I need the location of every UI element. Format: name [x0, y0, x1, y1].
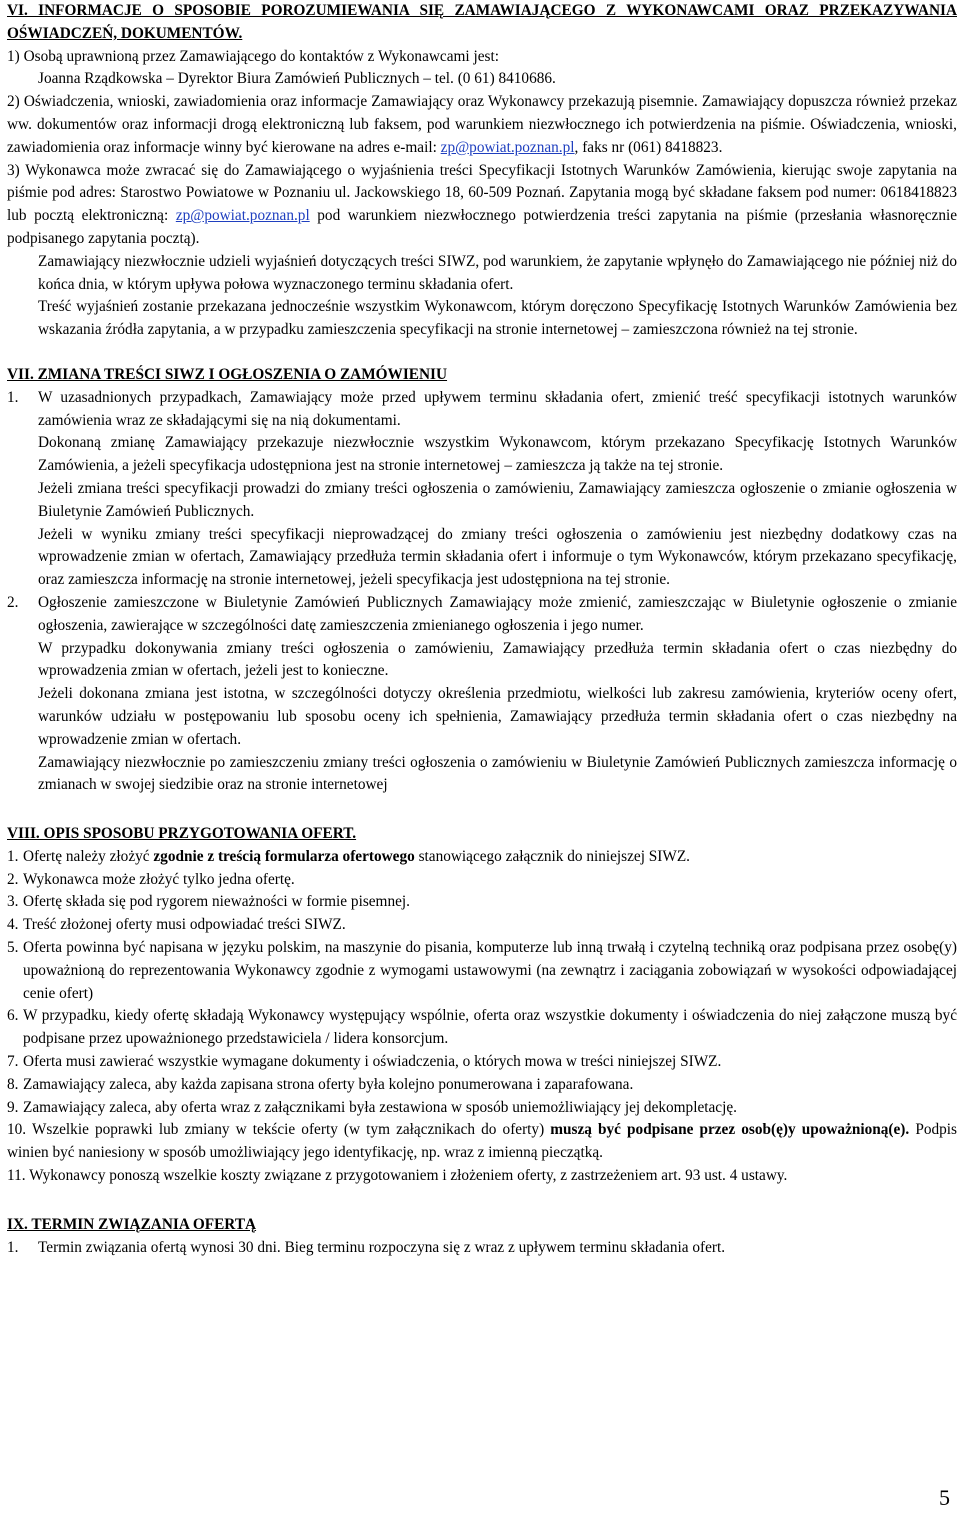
list-item-paragraph: Dokonaną zmianę Zamawiający przekazuje niezwłocznie wszystkim Wykonawcom, którym przekazano Specyfikację Istotnych Warunków Zamówienia, a jeżeli specyfikacja udostępniona jest na stronie internetowej – zamieszcza ją także na tej stronie. — [38, 434, 957, 475]
clarification-request-tail: pod warunkiem niezwłocznego potwierdzenia treści zapytania na piśmie (przesłania własnoręcznie podpisanego zapytania pocztą). — [7, 207, 958, 247]
section-ix-heading: IX. TERMIN ZWIĄZANIA OFERTĄ — [7, 1215, 257, 1233]
list-item — [7, 592, 957, 797]
list-item-text: Oferta powinna być napisana w języku polskim, na maszynie do pisania, komputerze lub inną trwałą i czytelną techniką oraz podpisana przez osobę(y) upoważnioną do reprezentowania Wykonawcy zgodnie z wymogami ustawowymi (na zewnątrz i zaciągania zobowiązań w wysokości odpowiadającej cenie ofert) — [23, 939, 957, 1002]
list-item — [7, 914, 957, 937]
communication-rules-text: 2) Oświadczenia, wnioski, zawiadomienia oraz informacje Zamawiający oraz Wykonawcy przekazują pisemnie. Zamawiający dopuszcza również przekaz ww. dokumentów oraz informacji drogą elektroniczną lub faksem, pod warunkiem niezwłocznego ich potwierdzenia na piśmie. Oświadczenia, wnioski, zawiadomienia oraz informacje winny być kierowane na adres e-mail: — [7, 93, 957, 156]
list-item — [7, 1005, 957, 1051]
list-item-number: 5. — [7, 939, 19, 957]
list-item-text: Zamawiający zaleca, aby każda zapisana strona oferty była kolejno ponumerowana i zaparafowana. — [23, 1075, 634, 1093]
list-item-number: 2. — [7, 870, 19, 888]
document-page — [7, 0, 957, 1259]
list-item-text: Wykonawca może złożyć tylko jedna ofertę. — [23, 870, 295, 888]
list-item-paragraph: Jeżeli dokonana zmiana jest istotna, w szczególności dotyczy określenia przedmiotu, wielkości lub zakresu zamówienia, kryteriów oceny ofert, warunków udziału w postępowaniu lub sposobu oceny ich spełnienia, Zamawiający przedłuża termin składania ofert o czas niezbędny na wprowadzenie zmian w ofertach. — [38, 685, 957, 748]
list-item-text: Ofertę składa się pod rygorem nieważności w formie pisemnej. — [23, 893, 410, 911]
list-item — [7, 1237, 957, 1260]
section-vii — [7, 364, 957, 797]
email-link-2[interactable]: zp@powiat.poznan.pl — [175, 207, 310, 225]
list-item-corrections — [7, 1119, 957, 1165]
list-item-costs: 11. Wykonawcy ponoszą wszelkie koszty związane z przygotowaniem i złożeniem oferty, z zastrzeżeniem art. 93 ust. 4 ustawy. — [7, 1167, 788, 1185]
list-item — [7, 1051, 957, 1074]
clarification-request-text: 3) Wykonawca może zwracać się do Zamawiającego o wyjaśnienia treści Specyfikacji Istotnych Warunków Zamówienia, kierując swoje zapytania na piśmie pod adres: Starostwo Powiatowe w Poznaniu ul. Jackowskiego 18, 60-509 Poznań. Zapytania mogą być składane faksem pod numer: 0618418823 lub pocztą elektroniczną: — [7, 161, 957, 225]
list-item-number: 6. — [7, 1007, 19, 1025]
list-item — [7, 937, 957, 1005]
list-item — [7, 1074, 957, 1097]
list-item-number: 1. — [7, 388, 19, 406]
list-item-text: Treść złożonej oferty musi odpowiadać treści SIWZ. — [23, 916, 346, 934]
clarification-request-paragraph — [7, 160, 957, 251]
list-item-paragraph: W uzasadnionych przypadkach, Zamawiający może przed upływem terminu składania ofert, zmienić treść specyfikacji istotnych warunków zamówienia wraz ze składającymi się na nią dokumentami. — [38, 388, 957, 429]
list-item-number: 7. — [7, 1053, 19, 1071]
list-item-number: 9. — [7, 1098, 19, 1116]
list-item-number: 2. — [7, 593, 19, 611]
page-number: 5 — [939, 1485, 950, 1510]
list-item-number: 1. — [7, 847, 19, 865]
corrections-text-pre: 10. Wszelkie poprawki lub zmiany w tekście oferty (w tym załącznikach do oferty) — [7, 1121, 551, 1139]
list-item — [7, 387, 957, 592]
list-item — [7, 1097, 957, 1120]
section-ix — [7, 1214, 957, 1260]
contact-person-details: Joanna Rządkowska – Dyrektor Biura Zamówień Publicznych – tel. (0 61) 8410686. — [38, 70, 556, 88]
list-item-paragraph: Ogłoszenie zamieszczone w Biuletynie Zamówień Publicznych Zamawiający może zmienić, zamieszczając w Biuletynie ogłoszenie o zmianie ogłoszenia, zawierające w szczególności datę zamieszczenia zmienianego ogłoszenia i jego numer. — [38, 593, 957, 634]
section-viii — [7, 823, 957, 1188]
offer-form-text-post: stanowiącego załącznik do niniejszej SIWZ. — [414, 847, 690, 865]
clarification-deadline-paragraph: Zamawiający niezwłocznie udzieli wyjaśnień dotyczących treści SIWZ, pod warunkiem, że zapytanie wpłynęło do Zamawiającego nie później niż do końca dnia, w którym upływa połowa wyznaczonego terminu składania ofert. — [38, 252, 957, 293]
email-link[interactable]: zp@powiat.poznan.pl — [440, 138, 575, 156]
list-item-paragraph: W przypadku dokonywania zmiany treści ogłoszenia o zamówieniu, Zamawiający przedłuża termin składania ofert o czas niezbędny do wprowadzenia zmian w ofertach, jeżeli jest to konieczne. — [38, 639, 957, 680]
list-item-text: Termin związania ofertą wynosi 30 dni. Bieg terminu rozpoczyna się z wraz z upływem terminu składania ofert. — [38, 1238, 726, 1256]
list-item — [7, 869, 957, 892]
list-item-paragraph: Jeżeli zmiana treści specyfikacji prowadzi do zmiany treści ogłoszenia o zamówieniu, Zamawiający zamieszcza ogłoszenie o zmianie ogłoszenia w Biuletynie Zamówień Publicznych. — [38, 479, 957, 520]
list-item-text: Zamawiający zaleca, aby oferta wraz z załącznikami była zestawiona w sposób uniemożliwiający jej dekompletację. — [23, 1098, 737, 1116]
list-item-number: 4. — [7, 916, 19, 934]
list-item — [7, 891, 957, 914]
list-item-number: 3. — [7, 893, 19, 911]
section-viii-heading: VIII. OPIS SPOSOBU PRZYGOTOWANIA OFERT. — [7, 825, 357, 843]
section-vii-heading: VII. ZMIANA TREŚCI SIWZ I OGŁOSZENIA O ZAMÓWIENIU — [7, 365, 448, 383]
section-vi-heading: VI. INFORMACJE O SPOSOBIE POROZUMIEWANIA SIĘ ZAMAWIAJĄCEGO Z WYKONAWCAMI ORAZ PRZEKAZYWANIA OŚWIADCZEŃ, DOKUMENTÓW. — [7, 2, 957, 42]
list-item-text: W przypadku, kiedy ofertę składają Wykonawcy występujący wspólnie, oferta oraz wszystkie dokumenty i oświadczenia do niej załączone muszą być podpisane przez upoważnionego przedstawiciela / lidera konsorcjum. — [23, 1007, 957, 1048]
contact-person-intro: 1) Osobą uprawnioną przez Zamawiającego do kontaktów z Wykonawcami jest: — [7, 47, 499, 65]
corrections-bold: muszą być podpisane przez osob(ę)y upoważnioną(e). — [550, 1121, 910, 1139]
offer-form-text-pre: Ofertę należy złożyć — [23, 847, 154, 865]
list-item-number: 1. — [7, 1238, 19, 1256]
list-item — [7, 846, 957, 869]
list-item-text: Oferta musi zawierać wszystkie wymagane dokumenty i oświadczenia, o których mowa w treści niniejszej SIWZ. — [23, 1053, 722, 1071]
communication-rules-paragraph — [7, 91, 957, 159]
fax-number-text: , faks nr (061) 8418823. — [574, 138, 723, 156]
section-vi — [7, 0, 957, 342]
offer-form-bold: zgodnie z treścią formularza ofertowego — [153, 847, 415, 865]
list-item-paragraph: Jeżeli w wyniku zmiany treści specyfikacji nieprowadzącej do zmiany treści ogłoszenia o zamówieniu jest niezbędny dodatkowy czas na wprowadzenie zmian w ofertach, Zamawiający przedłuża termin składania ofert i informuje o tym Wykonawców, którym przekazano specyfikację, oraz zamieszcza informację na stronie internetowej, jeżeli specyfikacja jest udostępniona na tej stronie. — [38, 525, 957, 589]
list-item-paragraph: Zamawiający niezwłocznie po zamieszczeniu zmiany treści ogłoszenia o zamówieniu w Biuletynie Zamówień Publicznych zamieszcza informację o zmianach w swojej siedzibie oraz na stronie internetowej — [38, 753, 957, 794]
clarification-publication-paragraph: Treść wyjaśnień zostanie przekazana jednocześnie wszystkim Wykonawcom, którym doręczono Specyfikację Istotnych Warunków Zamówienia bez wskazania źródła zapytania, a w przypadku zamieszczenia specyfikacji na stronie internetowej – zamieszczona również na tej stronie. — [38, 298, 957, 339]
list-item-number: 8. — [7, 1075, 19, 1093]
corrections-text-post: Podpis winien być naniesiony w sposób umożliwiający jego identyfikację, np. wraz z imienną pieczątką. — [7, 1121, 957, 1162]
